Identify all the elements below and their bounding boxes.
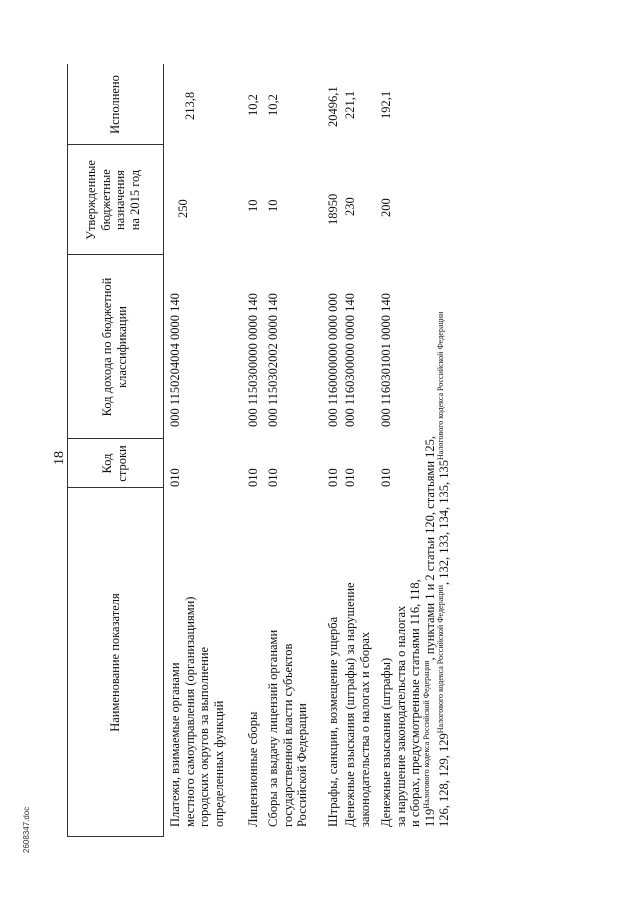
header-separator [163, 64, 164, 837]
header-income-code: Код дохода по бюджетной классификации [100, 277, 129, 417]
row-3-name: Сборы за выдачу лицензий органами государственной власти субъектов Российской Федерации [266, 629, 310, 827]
row-5-income-code: 000 1160300000 0000 140 [343, 293, 357, 427]
row-1-name: Платежи, взимаемые органами местного самоуправления (организациями) городских округов за выполнение определенных функций [168, 596, 226, 827]
row-6-name: Денежные взыскания (штрафы) за нарушение законодательства о налогах и сборах, предусмотренные статьями 116, 118, $119^{Налогового кодекса Российской Федерации}$, пунктами 1 и 2 статьи 120, статьями 125, 126, 128, 129, $129^{Налогового кодекса Российской Федерации}$, 132, 133, 134, 135, $135^{Налогового кодекса Российской Федерации}$ [379, 311, 452, 827]
row-3-executed: 10,2 [266, 94, 280, 116]
row-2-line-code: 010 [246, 468, 260, 487]
row-2-income-code: 000 1150300000 0000 140 [246, 293, 260, 427]
row-4-name: Штрафы, санкции, возмещение ущерба [326, 616, 340, 827]
row-5-line-code: 010 [343, 468, 357, 487]
row-1-line-code: 010 [168, 468, 182, 487]
row-6-executed: 192,1 [379, 90, 393, 119]
row-6-income-code: 000 1160301001 0000 140 [379, 293, 393, 427]
row-4-executed: 20496,1 [326, 86, 340, 127]
row-1-approved: 250 [176, 199, 190, 218]
header-approved: Утвержденные бюджетные назначения на 2015 год [84, 160, 142, 240]
row-2-executed: 10,2 [246, 94, 260, 116]
row-1-income-code: 000 1150204004 0000 140 [168, 293, 182, 427]
row-5-executed: 221,1 [343, 90, 357, 119]
row-6-line-code: 010 [379, 468, 393, 487]
row-2-approved: 10 [246, 199, 260, 212]
row-3-approved: 10 [266, 199, 280, 212]
row-4-income-code: 000 1160000000 0000 000 [326, 293, 340, 427]
row-5-approved: 230 [343, 197, 357, 216]
row-4-approved: 18950 [326, 193, 340, 225]
row-4-line-code: 010 [326, 468, 340, 487]
row-2-name: Лицензионные сборы [246, 711, 260, 827]
row-1-executed: 213,8 [183, 91, 197, 120]
header-executed: Исполнено [108, 75, 122, 134]
header-name: Наименование показателя [108, 593, 122, 732]
page-number: 18 [52, 451, 67, 465]
row-5-name: Денежные взыскания (штрафы) за нарушение законодательства о налогах и сборах [343, 582, 372, 827]
table-border-top [67, 64, 68, 837]
row-6-approved: 200 [379, 198, 393, 217]
header-line-code: Код строки [100, 445, 129, 482]
row-3-line-code: 010 [266, 468, 280, 487]
row-3-income-code: 000 1150302002 0000 140 [266, 293, 280, 427]
document-reference: 2608347.doc [22, 806, 31, 853]
